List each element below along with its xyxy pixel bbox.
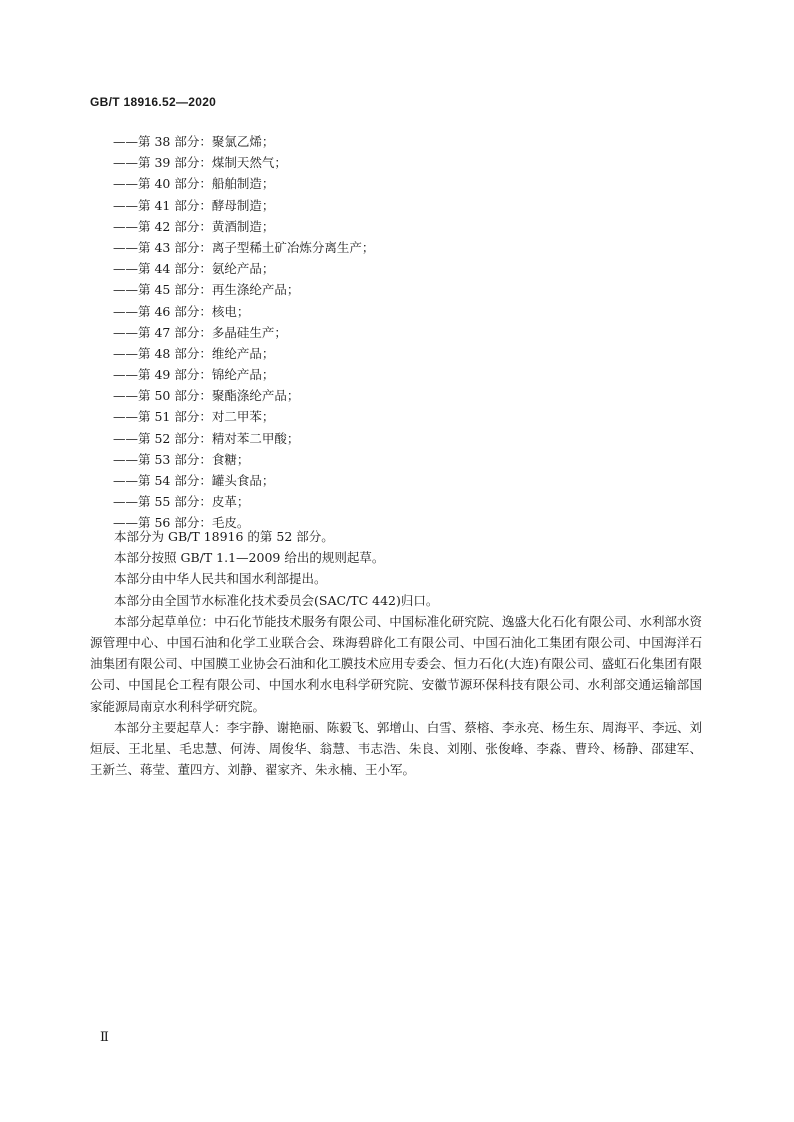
list-item: ——第 45 部分：再生涤纶产品； — [113, 282, 300, 298]
list-item: ——第 44 部分：氨纶产品； — [113, 261, 275, 277]
list-item: ——第 42 部分：黄酒制造； — [113, 218, 275, 234]
list-item: ——第 43 部分：离子型稀土矿冶炼分离生产； — [113, 239, 375, 255]
foreword-body — [90, 526, 702, 780]
list-item: ——第 49 部分：锦纶产品； — [113, 367, 275, 383]
list-item: ——第 40 部分：船舶制造； — [113, 176, 275, 192]
list-item: ——第 51 部分：对二甲苯； — [113, 409, 275, 425]
list-item: ——第 53 部分：食糖； — [113, 451, 250, 467]
standard-number-header: GB/T 18916.52—2020 — [90, 95, 217, 109]
paragraph-part-statement: 本部分为 GB/T 18916 的第 52 部分。 — [114, 529, 334, 544]
list-item: ——第 47 部分：多晶硅生产； — [113, 324, 287, 340]
parts-list — [113, 131, 374, 534]
page-number: Ⅱ — [100, 1030, 109, 1045]
paragraph-committee: 本部分由全国节水标准化技术委员会(SAC/TC 442)归口。 — [114, 592, 439, 608]
list-item: ——第 39 部分：煤制天然气； — [113, 155, 287, 171]
list-item: ——第 55 部分：皮革； — [113, 494, 250, 510]
list-item: ——第 48 部分：维纶产品； — [113, 345, 275, 361]
paragraph-drafters: 本部分主要起草人：李宇静、谢艳丽、陈毅飞、郭增山、白雪、蔡榕、李永亮、杨生东、周海平、李远、刘烜辰、王北星、毛忠慧、何涛、周俊华、翁慧、韦志浩、朱良、刘刚、张俊峰、李淼、曹玲、杨静、邵建军、王新兰、蒋莹、董四方、刘静、翟家齐、朱永楠、王小军。 — [90, 719, 702, 778]
list-item: ——第 46 部分：核电； — [113, 303, 250, 319]
paragraph-drafting-rules: 本部分按照 GB/T 1.1—2009 给出的规则起草。 — [114, 550, 385, 566]
list-item: ——第 50 部分：聚酯涤纶产品； — [113, 388, 300, 404]
list-item: ——第 56 部分：毛皮。 — [113, 515, 250, 531]
paragraph-drafting-units: 本部分起草单位：中石化节能技术服务有限公司、中国标准化研究院、逸盛大化石化有限公司、水利部水资源管理中心、中国石油和化学工业联合会、珠海碧辟化工有限公司、中国石油化工集团有限公司、中国海洋石油集团有限公司、中国膜工业协会石油和化工膜技术应用专委会、恒力石化(大连)有限公司、盛虹石化集团有限公司、中国昆仑工程有限公司、中国水利水电科学研究院、安徽节源环保科技有限公司、水利部交通运输部国家能源局南京水利科学研究院。 — [90, 613, 702, 714]
list-item: ——第 38 部分：聚氯乙烯； — [113, 134, 275, 149]
paragraph-proposer: 本部分由中华人民共和国水利部提出。 — [114, 571, 327, 587]
list-item: ——第 41 部分：酵母制造； — [113, 197, 275, 213]
list-item: ——第 54 部分：罐头食品； — [113, 473, 275, 488]
list-item: ——第 52 部分：精对苯二甲酸； — [113, 430, 300, 446]
